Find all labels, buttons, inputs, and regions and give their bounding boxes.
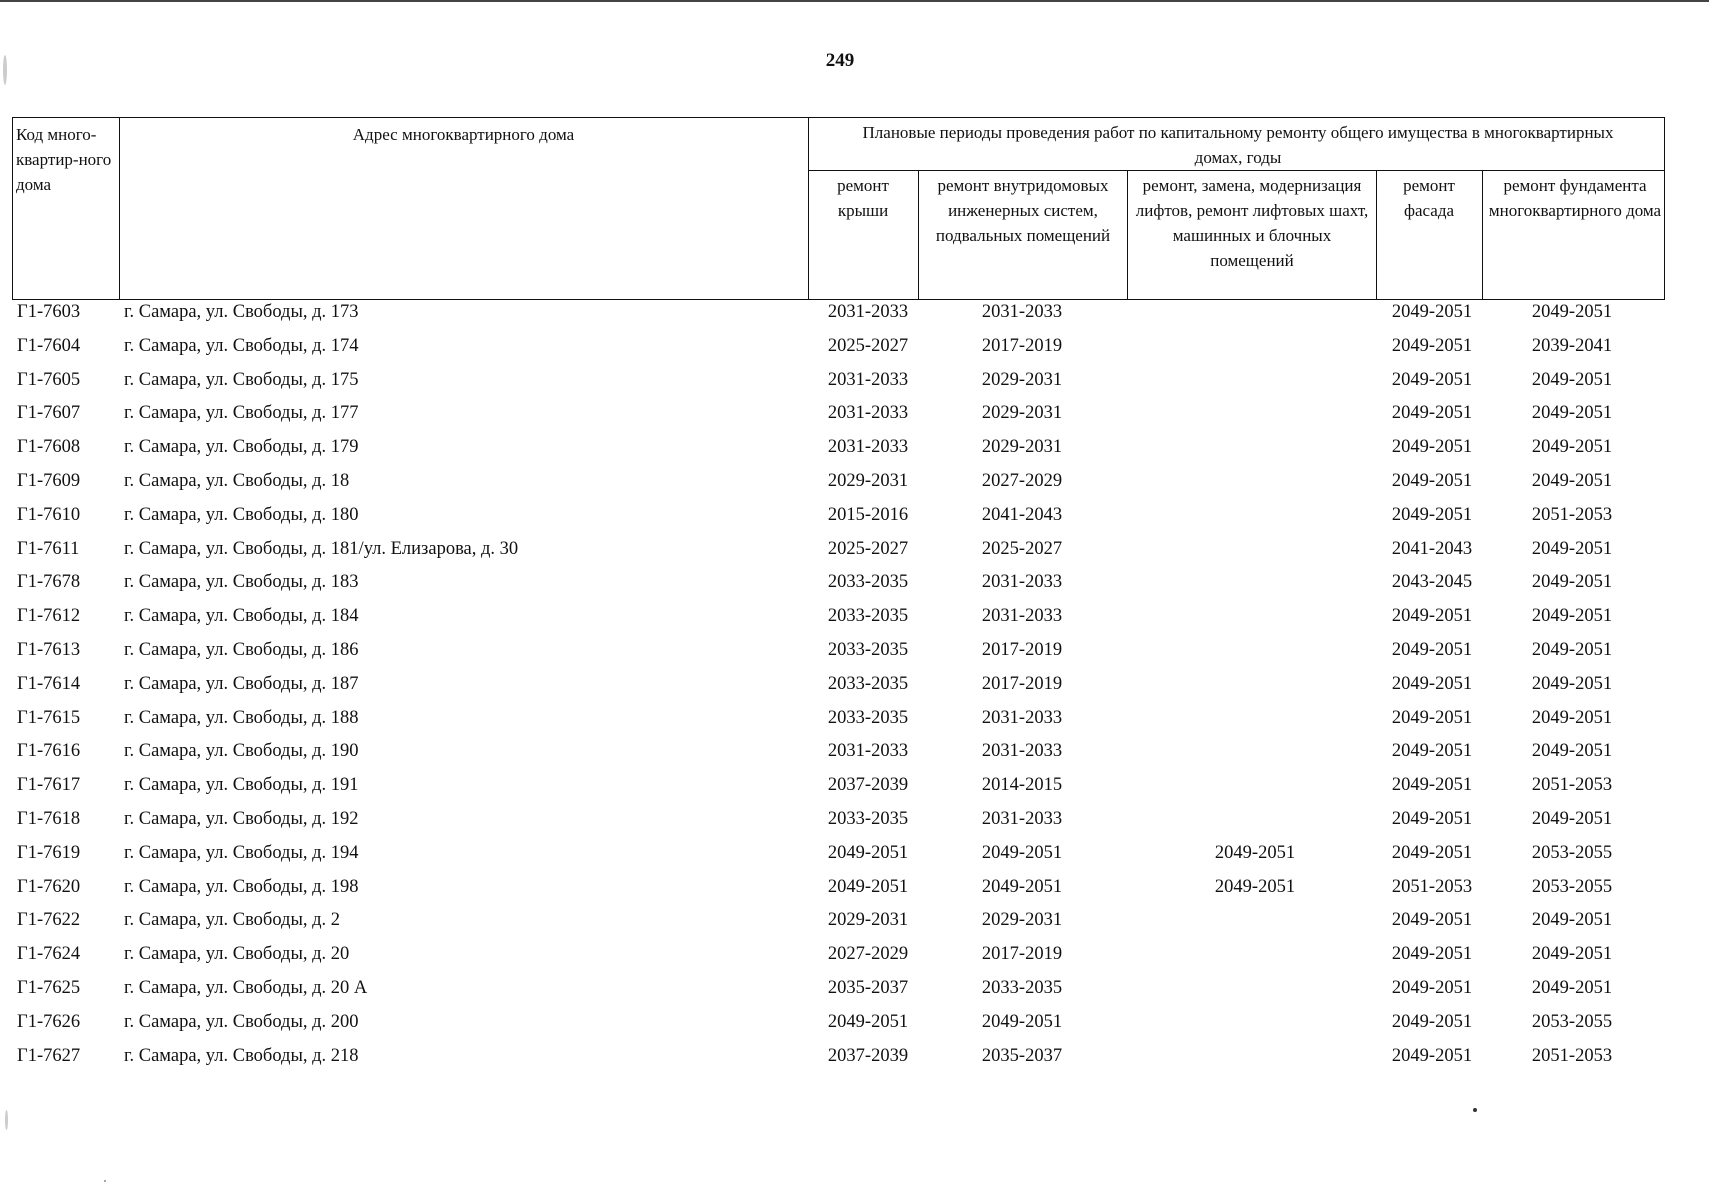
cell-foundation: 2049-2051: [1531, 369, 1613, 390]
cell-code: Г1-7604: [17, 335, 81, 356]
cell-foundation: 2049-2051: [1531, 673, 1613, 694]
cell-roof: 2025-2027: [827, 335, 909, 356]
cell-foundation: 2049-2051: [1531, 437, 1613, 458]
cell-engineering: 2014-2015: [981, 775, 1063, 796]
cell-foundation: 2053-2055: [1531, 1011, 1613, 1032]
table-body: [0, 300, 1709, 1077]
divider-facade-foundation: [1482, 170, 1483, 299]
table-row: [0, 300, 1709, 334]
cell-facade: 2049-2051: [1391, 437, 1473, 458]
header-address: Адрес многоквартирного дома: [352, 125, 575, 144]
cell-roof: 2049-2051: [827, 842, 909, 863]
cell-address: г. Самара, ул. Свободы, д. 183: [124, 572, 359, 593]
cell-engineering: 2029-2031: [981, 910, 1063, 931]
cell-facade: 2049-2051: [1391, 470, 1473, 491]
cell-foundation: 2049-2051: [1531, 302, 1613, 322]
cell-foundation: 2051-2053: [1531, 1045, 1613, 1066]
cell-address: г. Самара, ул. Свободы, д. 188: [124, 707, 359, 728]
cell-engineering: 2025-2027: [981, 538, 1063, 559]
cell-foundation: 2053-2055: [1531, 842, 1613, 863]
cell-address: г. Самара, ул. Свободы, д. 218: [124, 1045, 359, 1066]
cell-roof: 2033-2035: [827, 673, 909, 694]
cell-address: г. Самара, ул. Свободы, д. 184: [124, 606, 359, 627]
table-row: [0, 739, 1709, 773]
cell-roof: 2033-2035: [827, 707, 909, 728]
header-elevators: ремонт, замена, модернизация лифтов, ремонт лифтовых шахт, машинных и блочных помещений: [1135, 176, 1369, 270]
table-row: [0, 807, 1709, 841]
cell-code: Г1-7616: [17, 741, 81, 762]
cell-facade: 2049-2051: [1391, 808, 1473, 829]
cell-roof: 2025-2027: [827, 538, 909, 559]
cell-address: г. Самара, ул. Свободы, д. 190: [124, 741, 359, 762]
cell-foundation: 2049-2051: [1531, 538, 1613, 559]
header-roof: ремонт крыши: [837, 176, 889, 220]
cell-roof: 2033-2035: [827, 606, 909, 627]
header-foundation: ремонт фундамента многоквартирного дома: [1488, 176, 1662, 220]
cell-code: Г1-7603: [17, 302, 81, 322]
cell-code: Г1-7622: [17, 910, 81, 931]
cell-engineering: 2017-2019: [981, 639, 1063, 660]
header-periods-group: Плановые периоды проведения работ по капитальному ремонту общего имущества в многоквартирных домах, годы: [862, 123, 1614, 167]
cell-roof: 2029-2031: [827, 910, 909, 931]
cell-code: Г1-7612: [17, 606, 81, 627]
table-row: [0, 638, 1709, 672]
table-row: [0, 908, 1709, 942]
cell-roof: 2031-2033: [827, 403, 909, 424]
cell-facade: 2049-2051: [1391, 1045, 1473, 1066]
cell-code: Г1-7608: [17, 437, 81, 458]
cell-engineering: 2017-2019: [981, 673, 1063, 694]
cell-address: г. Самара, ул. Свободы, д. 181/ул. Елизарова, д. 30: [124, 538, 519, 559]
cell-address: г. Самара, ул. Свободы, д. 198: [124, 876, 359, 897]
cell-roof: 2037-2039: [827, 775, 909, 796]
cell-engineering: 2031-2033: [981, 606, 1063, 627]
cell-engineering: 2033-2035: [981, 977, 1063, 998]
cell-code: Г1-7610: [17, 504, 81, 525]
cell-facade: 2041-2043: [1391, 538, 1473, 559]
cell-address: г. Самара, ул. Свободы, д. 180: [124, 504, 359, 525]
scan-edge: [0, 0, 1709, 2]
cell-roof: 2033-2035: [827, 808, 909, 829]
cell-address: г. Самара, ул. Свободы, д. 175: [124, 369, 359, 390]
cell-foundation: 2049-2051: [1531, 606, 1613, 627]
cell-facade: 2049-2051: [1391, 1011, 1473, 1032]
cell-facade: 2043-2045: [1391, 572, 1473, 593]
cell-address: г. Самара, ул. Свободы, д. 20: [124, 944, 350, 965]
cell-code: Г1-7620: [17, 876, 81, 897]
divider-roof-eng: [918, 170, 919, 299]
cell-facade: 2049-2051: [1391, 673, 1473, 694]
cell-facade: 2049-2051: [1391, 944, 1473, 965]
cell-roof: 2033-2035: [827, 572, 909, 593]
scan-noise: [3, 55, 7, 85]
cell-code: Г1-7619: [17, 842, 81, 863]
cell-address: г. Самара, ул. Свободы, д. 20 А: [124, 977, 368, 998]
cell-engineering: 2049-2051: [981, 842, 1063, 863]
scan-noise: [104, 1180, 106, 1182]
table-row: [0, 875, 1709, 909]
cell-roof: 2049-2051: [827, 876, 909, 897]
cell-foundation: 2049-2051: [1531, 977, 1613, 998]
cell-facade: 2049-2051: [1391, 910, 1473, 931]
divider-eng-lift: [1127, 170, 1128, 299]
cell-roof: 2031-2033: [827, 302, 909, 322]
cell-roof: 2027-2029: [827, 944, 909, 965]
cell-address: г. Самара, ул. Свободы, д. 192: [124, 808, 359, 829]
cell-foundation: 2049-2051: [1531, 808, 1613, 829]
cell-roof: 2031-2033: [827, 437, 909, 458]
cell-facade: 2049-2051: [1391, 302, 1473, 322]
cell-address: г. Самара, ул. Свободы, д. 191: [124, 775, 359, 796]
cell-address: г. Самара, ул. Свободы, д. 200: [124, 1011, 359, 1032]
divider-address-periods: [808, 118, 809, 299]
cell-foundation: 2049-2051: [1531, 639, 1613, 660]
cell-address: г. Самара, ул. Свободы, д. 179: [124, 437, 359, 458]
cell-code: Г1-7614: [17, 673, 81, 694]
cell-engineering: 2031-2033: [981, 808, 1063, 829]
cell-facade: 2049-2051: [1391, 335, 1473, 356]
cell-facade: 2049-2051: [1391, 977, 1473, 998]
cell-elevators: 2049-2051: [1214, 876, 1296, 897]
table-row: [0, 706, 1709, 740]
cell-engineering: 2031-2033: [981, 741, 1063, 762]
cell-foundation: 2049-2051: [1531, 741, 1613, 762]
cell-facade: 2049-2051: [1391, 606, 1473, 627]
cell-code: Г1-7678: [17, 572, 81, 593]
cell-foundation: 2049-2051: [1531, 707, 1613, 728]
table-row: [0, 942, 1709, 976]
cell-code: Г1-7617: [17, 775, 81, 796]
cell-code: Г1-7611: [17, 538, 80, 559]
cell-address: г. Самара, ул. Свободы, д. 186: [124, 639, 359, 660]
cell-foundation: 2049-2051: [1531, 572, 1613, 593]
cell-code: Г1-7609: [17, 470, 81, 491]
cell-foundation: 2049-2051: [1531, 470, 1613, 491]
table-row: [0, 604, 1709, 638]
divider-periods-subheaders: [808, 170, 1665, 171]
cell-roof: 2015-2016: [827, 504, 909, 525]
cell-engineering: 2035-2037: [981, 1045, 1063, 1066]
cell-address: г. Самара, ул. Свободы, д. 187: [124, 673, 359, 694]
cell-engineering: 2017-2019: [981, 944, 1063, 965]
table-row: [0, 841, 1709, 875]
cell-code: Г1-7626: [17, 1011, 81, 1032]
cell-foundation: 2049-2051: [1531, 910, 1613, 931]
cell-code: Г1-7624: [17, 944, 81, 965]
cell-foundation: 2053-2055: [1531, 876, 1613, 897]
scan-noise: [5, 1110, 8, 1130]
cell-code: Г1-7607: [17, 403, 81, 424]
cell-engineering: 2027-2029: [981, 470, 1063, 491]
cell-address: г. Самара, ул. Свободы, д. 2: [124, 910, 341, 931]
cell-roof: 2049-2051: [827, 1011, 909, 1032]
cell-elevators: 2049-2051: [1214, 842, 1296, 863]
cell-address: г. Самара, ул. Свободы, д. 173: [124, 302, 359, 322]
cell-engineering: 2049-2051: [981, 876, 1063, 897]
cell-foundation: 2051-2053: [1531, 504, 1613, 525]
cell-roof: 2031-2033: [827, 369, 909, 390]
scan-noise: [1473, 1108, 1477, 1112]
cell-address: г. Самара, ул. Свободы, д. 174: [124, 335, 359, 356]
cell-facade: 2049-2051: [1391, 369, 1473, 390]
cell-engineering: 2029-2031: [981, 437, 1063, 458]
cell-address: г. Самара, ул. Свободы, д. 177: [124, 403, 359, 424]
header-facade: ремонт фасада: [1403, 176, 1455, 220]
table-row: [0, 368, 1709, 402]
cell-code: Г1-7615: [17, 707, 81, 728]
table-row: [0, 503, 1709, 537]
table-row: [0, 1010, 1709, 1044]
cell-roof: 2031-2033: [827, 741, 909, 762]
cell-facade: 2049-2051: [1391, 707, 1473, 728]
table-row: [0, 334, 1709, 368]
page-number: 249: [825, 50, 855, 71]
cell-code: Г1-7627: [17, 1045, 81, 1066]
table-row: [0, 773, 1709, 807]
cell-engineering: 2031-2033: [981, 572, 1063, 593]
table-row: [0, 401, 1709, 435]
cell-code: Г1-7625: [17, 977, 81, 998]
table-row: [0, 1044, 1709, 1078]
cell-roof: 2029-2031: [827, 470, 909, 491]
table-row: [0, 570, 1709, 604]
table-row: [0, 672, 1709, 706]
cell-roof: 2035-2037: [827, 977, 909, 998]
cell-code: Г1-7618: [17, 808, 81, 829]
cell-facade: 2049-2051: [1391, 403, 1473, 424]
cell-engineering: 2017-2019: [981, 335, 1063, 356]
cell-facade: 2049-2051: [1391, 639, 1473, 660]
cell-foundation: 2051-2053: [1531, 775, 1613, 796]
cell-facade: 2049-2051: [1391, 842, 1473, 863]
table-row: [0, 469, 1709, 503]
table-row: [0, 537, 1709, 571]
cell-code: Г1-7605: [17, 369, 81, 390]
cell-foundation: 2049-2051: [1531, 944, 1613, 965]
cell-facade: 2051-2053: [1391, 876, 1473, 897]
header-code: Код много-квартир-ного дома: [16, 125, 112, 194]
cell-engineering: 2031-2033: [981, 302, 1063, 322]
cell-engineering: 2029-2031: [981, 403, 1063, 424]
cell-foundation: 2049-2051: [1531, 403, 1613, 424]
cell-engineering: 2041-2043: [981, 504, 1063, 525]
cell-facade: 2049-2051: [1391, 775, 1473, 796]
cell-roof: 2037-2039: [827, 1045, 909, 1066]
cell-facade: 2049-2051: [1391, 504, 1473, 525]
table-row: [0, 976, 1709, 1010]
cell-foundation: 2039-2041: [1531, 335, 1613, 356]
cell-engineering: 2031-2033: [981, 707, 1063, 728]
cell-address: г. Самара, ул. Свободы, д. 18: [124, 470, 350, 491]
table-header: [12, 117, 1665, 300]
cell-engineering: 2029-2031: [981, 369, 1063, 390]
cell-code: Г1-7613: [17, 639, 81, 660]
cell-address: г. Самара, ул. Свободы, д. 194: [124, 842, 359, 863]
table-row: [0, 435, 1709, 469]
header-engineering: ремонт внутридомовых инженерных систем, подвальных помещений: [935, 176, 1111, 245]
divider-lift-facade: [1376, 170, 1377, 299]
cell-engineering: 2049-2051: [981, 1011, 1063, 1032]
cell-roof: 2033-2035: [827, 639, 909, 660]
cell-facade: 2049-2051: [1391, 741, 1473, 762]
